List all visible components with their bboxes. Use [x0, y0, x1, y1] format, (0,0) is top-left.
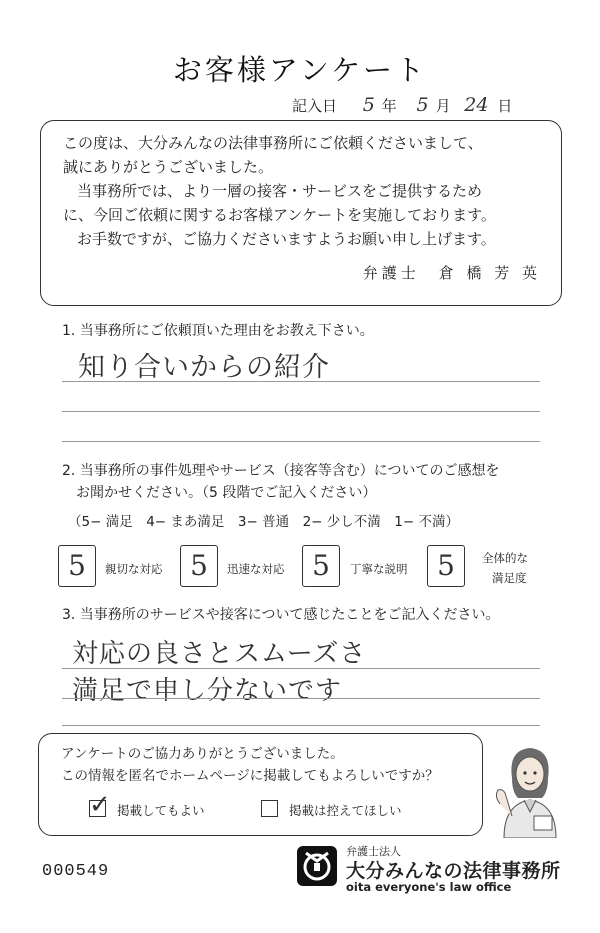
- date-month-label: 月: [435, 97, 451, 115]
- q3-answer-line-2[interactable]: 満足で申し分ないです: [72, 676, 343, 706]
- q3-answer-line-rule-2: [62, 698, 540, 699]
- date-year-value[interactable]: 5: [362, 94, 375, 116]
- intro-box: [40, 120, 562, 306]
- firm-type: 弁護士法人: [346, 845, 401, 858]
- date-day-value[interactable]: 24: [464, 94, 489, 116]
- serial-number: 000549: [42, 862, 110, 881]
- intro-line-4: に、今回ご依頼に関するお客様アンケートを実施しております。: [63, 206, 496, 224]
- consent-line-2: この情報を匿名でホームページに掲載してもよろしいですか？: [61, 768, 439, 784]
- date-row: [292, 94, 512, 116]
- date-month-value[interactable]: 5: [416, 94, 429, 116]
- intro-line-1: この度は、大分みんなの法律事務所にご依頼くださいまして、: [63, 134, 483, 152]
- rating-label-speed: 迅速な対応: [227, 562, 285, 576]
- consent-yes-label: 掲載してもよい: [117, 803, 205, 818]
- q1-answer-line-1: [62, 381, 540, 382]
- rating-label-explanation: 丁寧な説明: [350, 562, 408, 576]
- intro-line-3: 当事務所では、より一層の接客・サービスをご提供するため: [77, 182, 483, 200]
- rating-box-explanation[interactable]: 5: [302, 545, 340, 587]
- check-mark-icon: ✓: [89, 790, 111, 820]
- firm-name: 大分みんなの法律事務所: [346, 860, 561, 882]
- q2-question-line-2: お聞かせください。（5 段階でご記入ください）: [76, 485, 377, 501]
- q1-answer-line-3: [62, 441, 540, 442]
- page-title: お客様アンケート: [172, 53, 428, 87]
- q3-answer-line-rule-1: [62, 668, 540, 669]
- firm-name-en: oita everyone's law office: [346, 880, 512, 894]
- q3-answer-line-1[interactable]: 対応の良さとスムーズさ: [72, 639, 367, 669]
- intro-line-5: お手数ですが、ご協力くださいますようお願い申し上げます。: [77, 230, 496, 248]
- rating-box-speed[interactable]: 5: [180, 545, 218, 587]
- consent-box: [38, 733, 483, 836]
- q1-answer[interactable]: 知り合いからの紹介: [78, 352, 330, 383]
- q3-answer-line-rule-3: [62, 725, 540, 726]
- staff-illustration-icon: [490, 738, 570, 838]
- q1-question: 1. 当事務所にご依頼頂いた理由をお教え下さい。: [62, 323, 374, 339]
- q2-question-line-1: 2. 当事務所の事件処理やサービス（接客等含む）についてのご感想を: [62, 463, 500, 479]
- intro-signature: 弁護士 倉 橋 芳 英: [362, 264, 541, 282]
- q2-scale: （5− 満足 4− まあ満足 3− 普通 2− 少し不満 1− 不満）: [68, 514, 459, 530]
- rating-label-overall-2: 満足度: [492, 571, 527, 585]
- date-day-label: 日: [497, 97, 513, 115]
- firm-logo-icon: [296, 845, 338, 887]
- date-year-label: 年: [381, 97, 397, 115]
- rating-label-kindness: 親切な対応: [105, 562, 163, 576]
- consent-no-checkbox[interactable]: [261, 800, 278, 817]
- intro-line-2: 誠にありがとうございました。: [63, 158, 274, 176]
- rating-label-overall-1: 全体的な: [482, 551, 528, 565]
- date-label: 記入日: [292, 97, 338, 115]
- q3-question: 3. 当事務所のサービスや接客について感じたことをご記入ください。: [62, 607, 500, 623]
- rating-box-overall[interactable]: 5: [427, 545, 465, 587]
- consent-no-label: 掲載は控えてほしい: [289, 803, 402, 818]
- consent-line-1: アンケートのご協力ありがとうございました。: [61, 746, 344, 762]
- rating-box-kindness[interactable]: 5: [58, 545, 96, 587]
- q1-answer-line-2: [62, 411, 540, 412]
